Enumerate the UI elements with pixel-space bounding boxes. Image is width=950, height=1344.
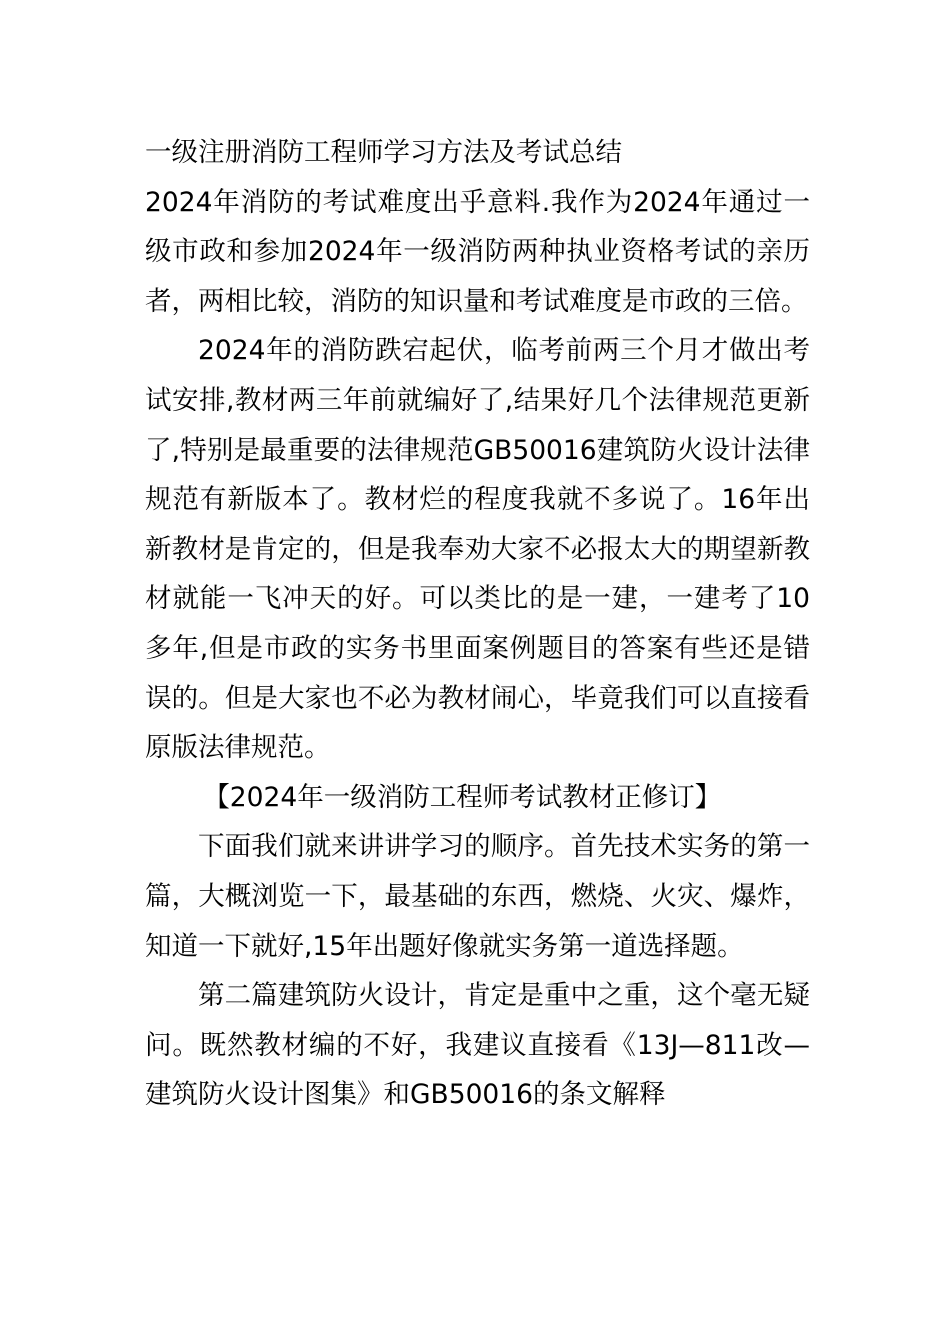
paragraph-study-order: 下面我们就来讲讲学习的顺序。首先技术实务的第一篇，大概浏览一下，最基础的东西，燃烧、火灾、爆炸，知道一下就好,15年出题好像就实务第一道选择题。	[145, 831, 810, 962]
paragraph-intro: 2024年消防的考试难度出乎意料.我作为2024年通过一级市政和参加2024年一级消防两种执业资格考试的亲历者，两相比较，消防的知识量和考试难度是市政的三倍。	[145, 186, 810, 317]
document-page	[145, 128, 810, 1120]
paragraph-background: 2024年的消防跌宕起伏，临考前两三个月才做出考试安排,教材两三年前就编好了,结果好几个法律规范更新了,特别是最重要的法律规范GB50016建筑防火设计法律规范有新版本了。教材烂的程度我就不多说了。16年出新教材是肯定的，但是我奉劝大家不必报太大的期望新教材就能一飞冲天的好。可以类比的是一建，一建考了10多年,但是市政的实务书里面案例题目的答案有些还是错误的。但是大家也不必为教材闹心，毕竟我们可以直接看原版法律规范。	[145, 335, 810, 764]
document-title: 一级注册消防工程师学习方法及考试总结	[145, 137, 622, 168]
paragraph-second-part: 第二篇建筑防火设计，肯定是重中之重，这个毫无疑问。既然教材编的不好，我建议直接看《13J—811改—建筑防火设计图集》和GB50016的条文解释	[145, 980, 810, 1111]
paragraph-heading-revision: 【2024年一级消防工程师考试教材正修订】	[203, 781, 722, 813]
